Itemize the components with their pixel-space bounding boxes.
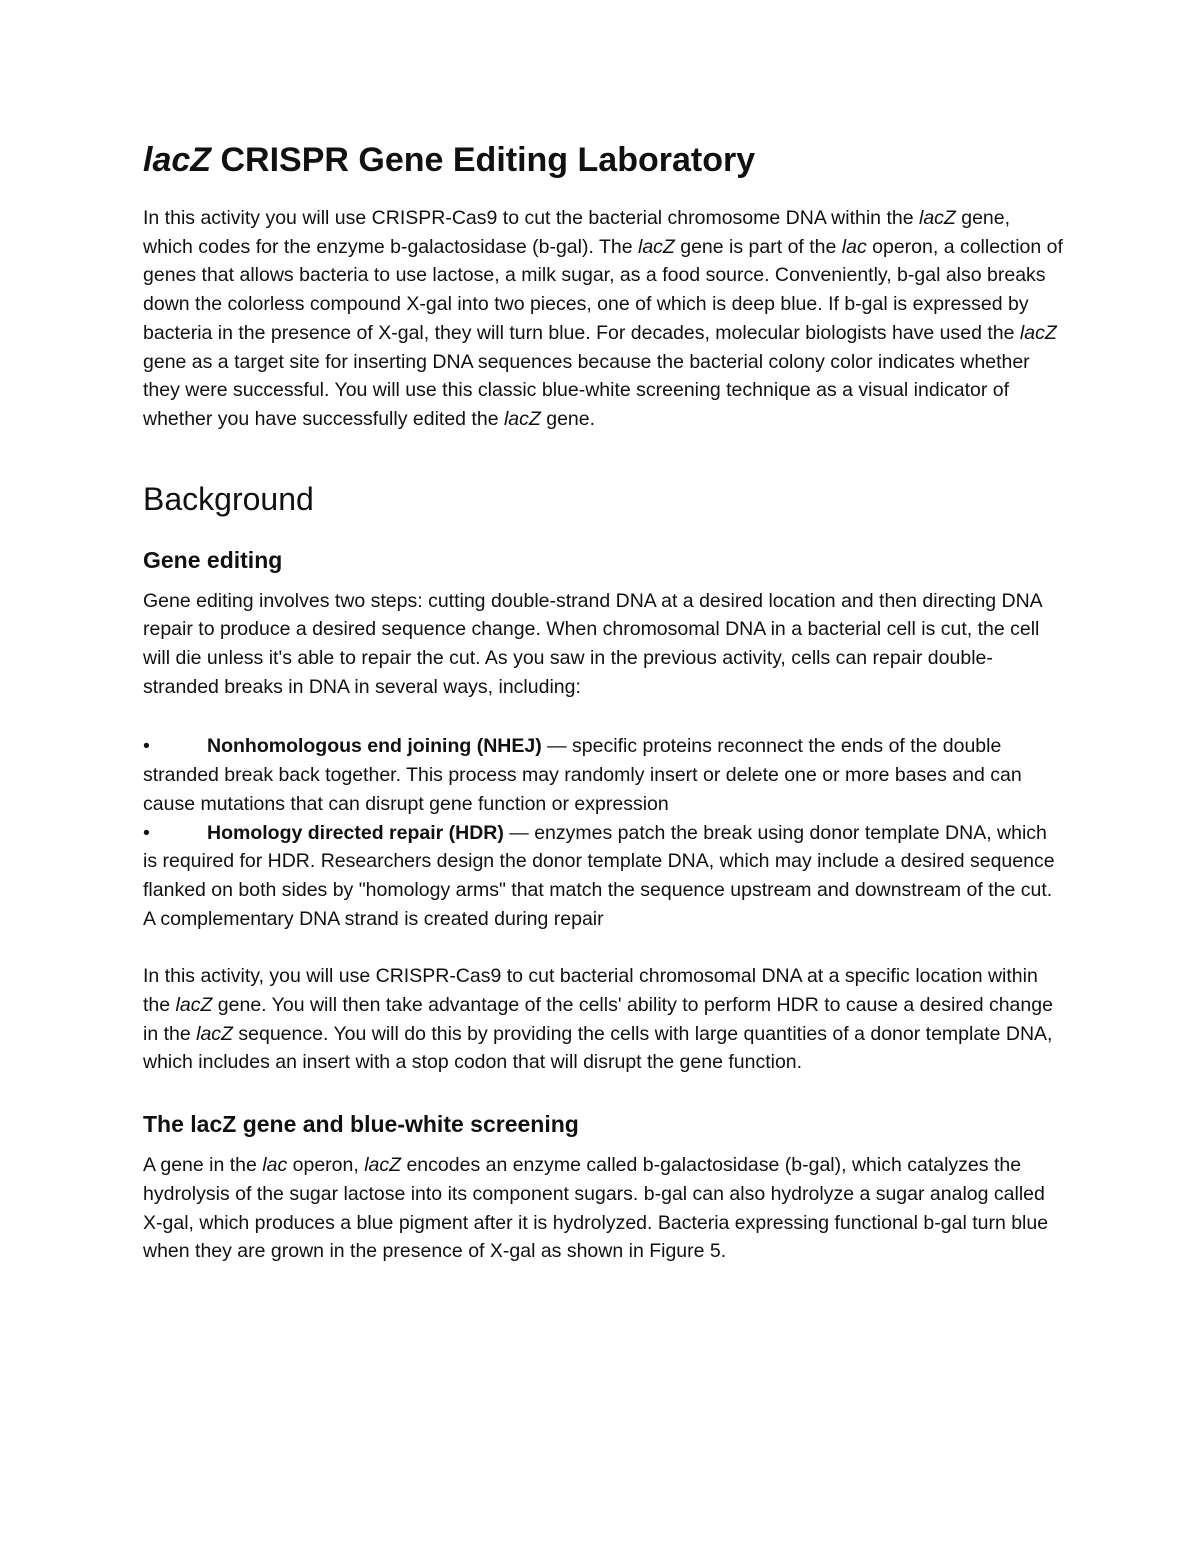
lacz-paragraph: A gene in the lac operon, lacZ encodes an enzyme called b-galactosidase (b-gal), which catalyzes the hydrolysis of the sugar lactose into its component sugars. b-gal can also hydrolyze a sugar analog called X-gal, which produces a blue pigment after it is hydrolyzed. Bacteria expressing functional b-gal turn blue when they are grown in the presence of X-gal as shown in Figure 5. <box>143 1154 1049 1263</box>
gene-editing-paragraph: Gene editing involves two steps: cutting double-strand DNA at a desired location and then directing DNA repair to produce a desired sequence change. When chromosomal DNA in a bacterial cell is cut, the cell will die unless it's able to repair the cut. As you saw in the previous activity, cells can repair double-stranded breaks in DNA in several ways, including: <box>143 589 1042 698</box>
bullet-nhej <box>143 732 1063 818</box>
intro-paragraph: In this activity you will use CRISPR-Cas9 to cut the bacterial chromosome DNA within the lacZ gene, which codes for the enzyme b-galactosidase (b-gal). The lacZ gene is part of the lac operon, a collection of genes that allows bacteria to use lactose, a milk sugar, as a food source. Conveniently, b-gal also breaks down the colorless compound X-gal into two pieces, one of which is deep blue. If b-gal is expressed by bacteria in the presence of X-gal, they will turn blue. For decades, molecular biologists have used the lacZ gene as a target site for inserting DNA sequences because the bacterial colony color indicates whether they were successful. You will use this classic blue-white screening technique as a visual indicator of whether you have successfully edited the lacZ gene. <box>143 207 1063 430</box>
document-page <box>143 140 1063 1266</box>
bullet-term: Nonhomologous end joining (NHEJ) <box>207 735 542 758</box>
bullet-text: — specific proteins reconnect the ends of the double stranded break back together. This process may randomly insert or delete one or more bases and can cause mutations that can disrupt gene function or expression <box>143 735 1022 815</box>
activity-paragraph: In this activity, you will use CRISPR-Cas9 to cut bacterial chromosomal DNA at a specific location within the lacZ gene. You will then take advantage of the cells' ability to perform HDR to cause a desired change in the lacZ sequence. You will do this by providing the cells with large quantities of a donor template DNA, which includes an insert with a stop codon that will disrupt the gene function. <box>143 965 1053 1074</box>
lacz-section-heading: The lacZ gene and blue-white screening <box>143 1111 579 1138</box>
bullet-hdr <box>143 819 1063 934</box>
title-text: CRISPR Gene Editing Laboratory <box>211 141 756 179</box>
gene-editing-heading: Gene editing <box>143 546 283 573</box>
title-gene-name: lacZ <box>143 141 212 179</box>
bullet-symbol: • <box>143 735 150 758</box>
background-heading: Background <box>143 480 314 517</box>
bullet-text: — enzymes patch the break using donor template DNA, which is required for HDR. Researchers design the donor template DNA, which may include a desired sequence flanked on both sides by "homology arms" that match the sequence upstream and downstream of the cut. A complementary DNA strand is created during repair <box>143 821 1055 930</box>
bullet-term: Homology directed repair (HDR) <box>207 821 504 844</box>
page-title <box>143 140 1063 180</box>
bullet-symbol: • <box>143 821 150 844</box>
